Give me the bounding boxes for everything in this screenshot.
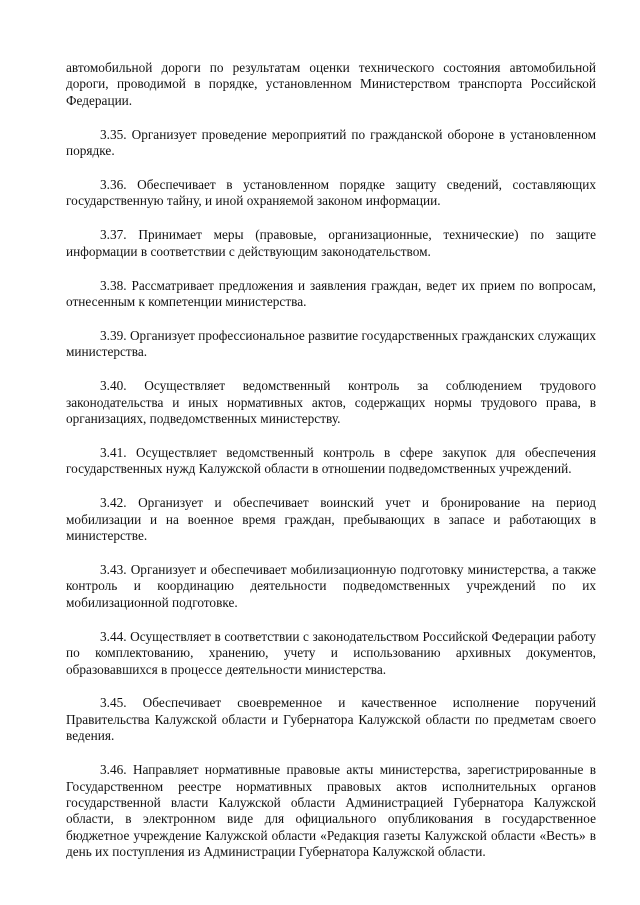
clause-number: 3.39. xyxy=(100,327,127,343)
clause-text: Осуществляет ведомственный контроль в сфере закупок для обеспечения государственных нужд Калужской области в отношении подведомственных учреждений. xyxy=(66,445,596,477)
clause-3-37 xyxy=(66,227,596,260)
clause-number: 3.42. xyxy=(100,495,127,511)
clause-3-46 xyxy=(66,762,596,860)
document-body xyxy=(66,60,596,878)
clause-text: Рассматривает предложения и заявления граждан, ведет их прием по вопросам, отнесенным к компетенции министерства. xyxy=(66,277,596,310)
clause-number: 3.40. xyxy=(100,378,127,394)
clause-number: 3.41. xyxy=(100,445,127,460)
clause-3-42 xyxy=(66,495,596,544)
clause-3-44 xyxy=(66,629,596,678)
clause-text: Организует профессиональное развитие государственных гражданских служащих министерства. xyxy=(66,327,596,360)
clause-text: Обеспечивает в установленном порядке защиту сведений, составляющих государственную тайну, и иной охраняемой законом информации. xyxy=(66,177,596,209)
clause-text: Обеспечивает своевременное и качественное исполнение поручений Правительства Калужской области и Губернатора Калужской области по предметам своего ведения. xyxy=(66,695,597,744)
clause-3-41 xyxy=(66,445,596,478)
clause-number: 3.38. xyxy=(100,277,127,293)
clause-text: Осуществляет в соответствии с законодательством Российской Федерации работу по комплектованию, хранению, учету и использованию архивных документов, образовавшихся в процессе деятельности министерства. xyxy=(66,628,597,677)
clause-number: 3.43. xyxy=(100,562,127,578)
clause-number: 3.37. xyxy=(100,227,127,243)
clause-number: 3.44. xyxy=(100,628,127,644)
clause-text: Организует проведение мероприятий по гражданской обороне в установленном порядке. xyxy=(66,126,597,159)
clause-number: 3.35. xyxy=(100,126,127,142)
clause-number: 3.45. xyxy=(100,695,127,711)
clause-3-43 xyxy=(66,562,596,611)
clause-3-38 xyxy=(66,278,596,311)
clause-number: 3.36. xyxy=(100,177,127,193)
continuation-paragraph: автомобильной дороги по результатам оценки технического состояния автомобильной дороги, проводимой в порядке, установленном Министерством транспорта Российской Федерации. xyxy=(66,60,596,108)
clause-3-45 xyxy=(66,695,596,744)
clause-3-36 xyxy=(66,177,596,210)
clause-text: Организует и обеспечивает мобилизационную подготовку министерства, а также контроль и координацию деятельности подведомственных учреждений по их мобилизационной подготовке. xyxy=(66,562,596,610)
clause-text: Осуществляет ведомственный контроль за соблюдением трудового законодательства и иных нормативных актов, содержащих нормы трудового права, в организациях, подведомственных министерству. xyxy=(66,378,596,427)
clause-text: Направляет нормативные правовые акты министерства, зарегистрированные в Государственном реестре нормативных правовых актов исполнительных органов государственной власти Калужской области Администрацией Губернатора Калужской области, в электронном виде для официального опубликования в государственное бюджетное учреждение Калужской области «Редакция газеты Калужской области «Весть» в день их поступления из Администрации Губернатора Калужской области. xyxy=(66,762,597,860)
clause-3-35 xyxy=(66,127,596,160)
clause-3-40 xyxy=(66,378,596,427)
clause-number: 3.46. xyxy=(100,762,127,778)
clause-text: Организует и обеспечивает воинский учет и бронирование на период мобилизации и на военное время граждан, пребывающих в запасе и работающих в министерстве. xyxy=(66,495,596,544)
clause-3-39 xyxy=(66,328,596,361)
clause-text: Принимает меры (правовые, организационные, технические) по защите информации в соответствии с действующим законодательством. xyxy=(66,227,596,259)
